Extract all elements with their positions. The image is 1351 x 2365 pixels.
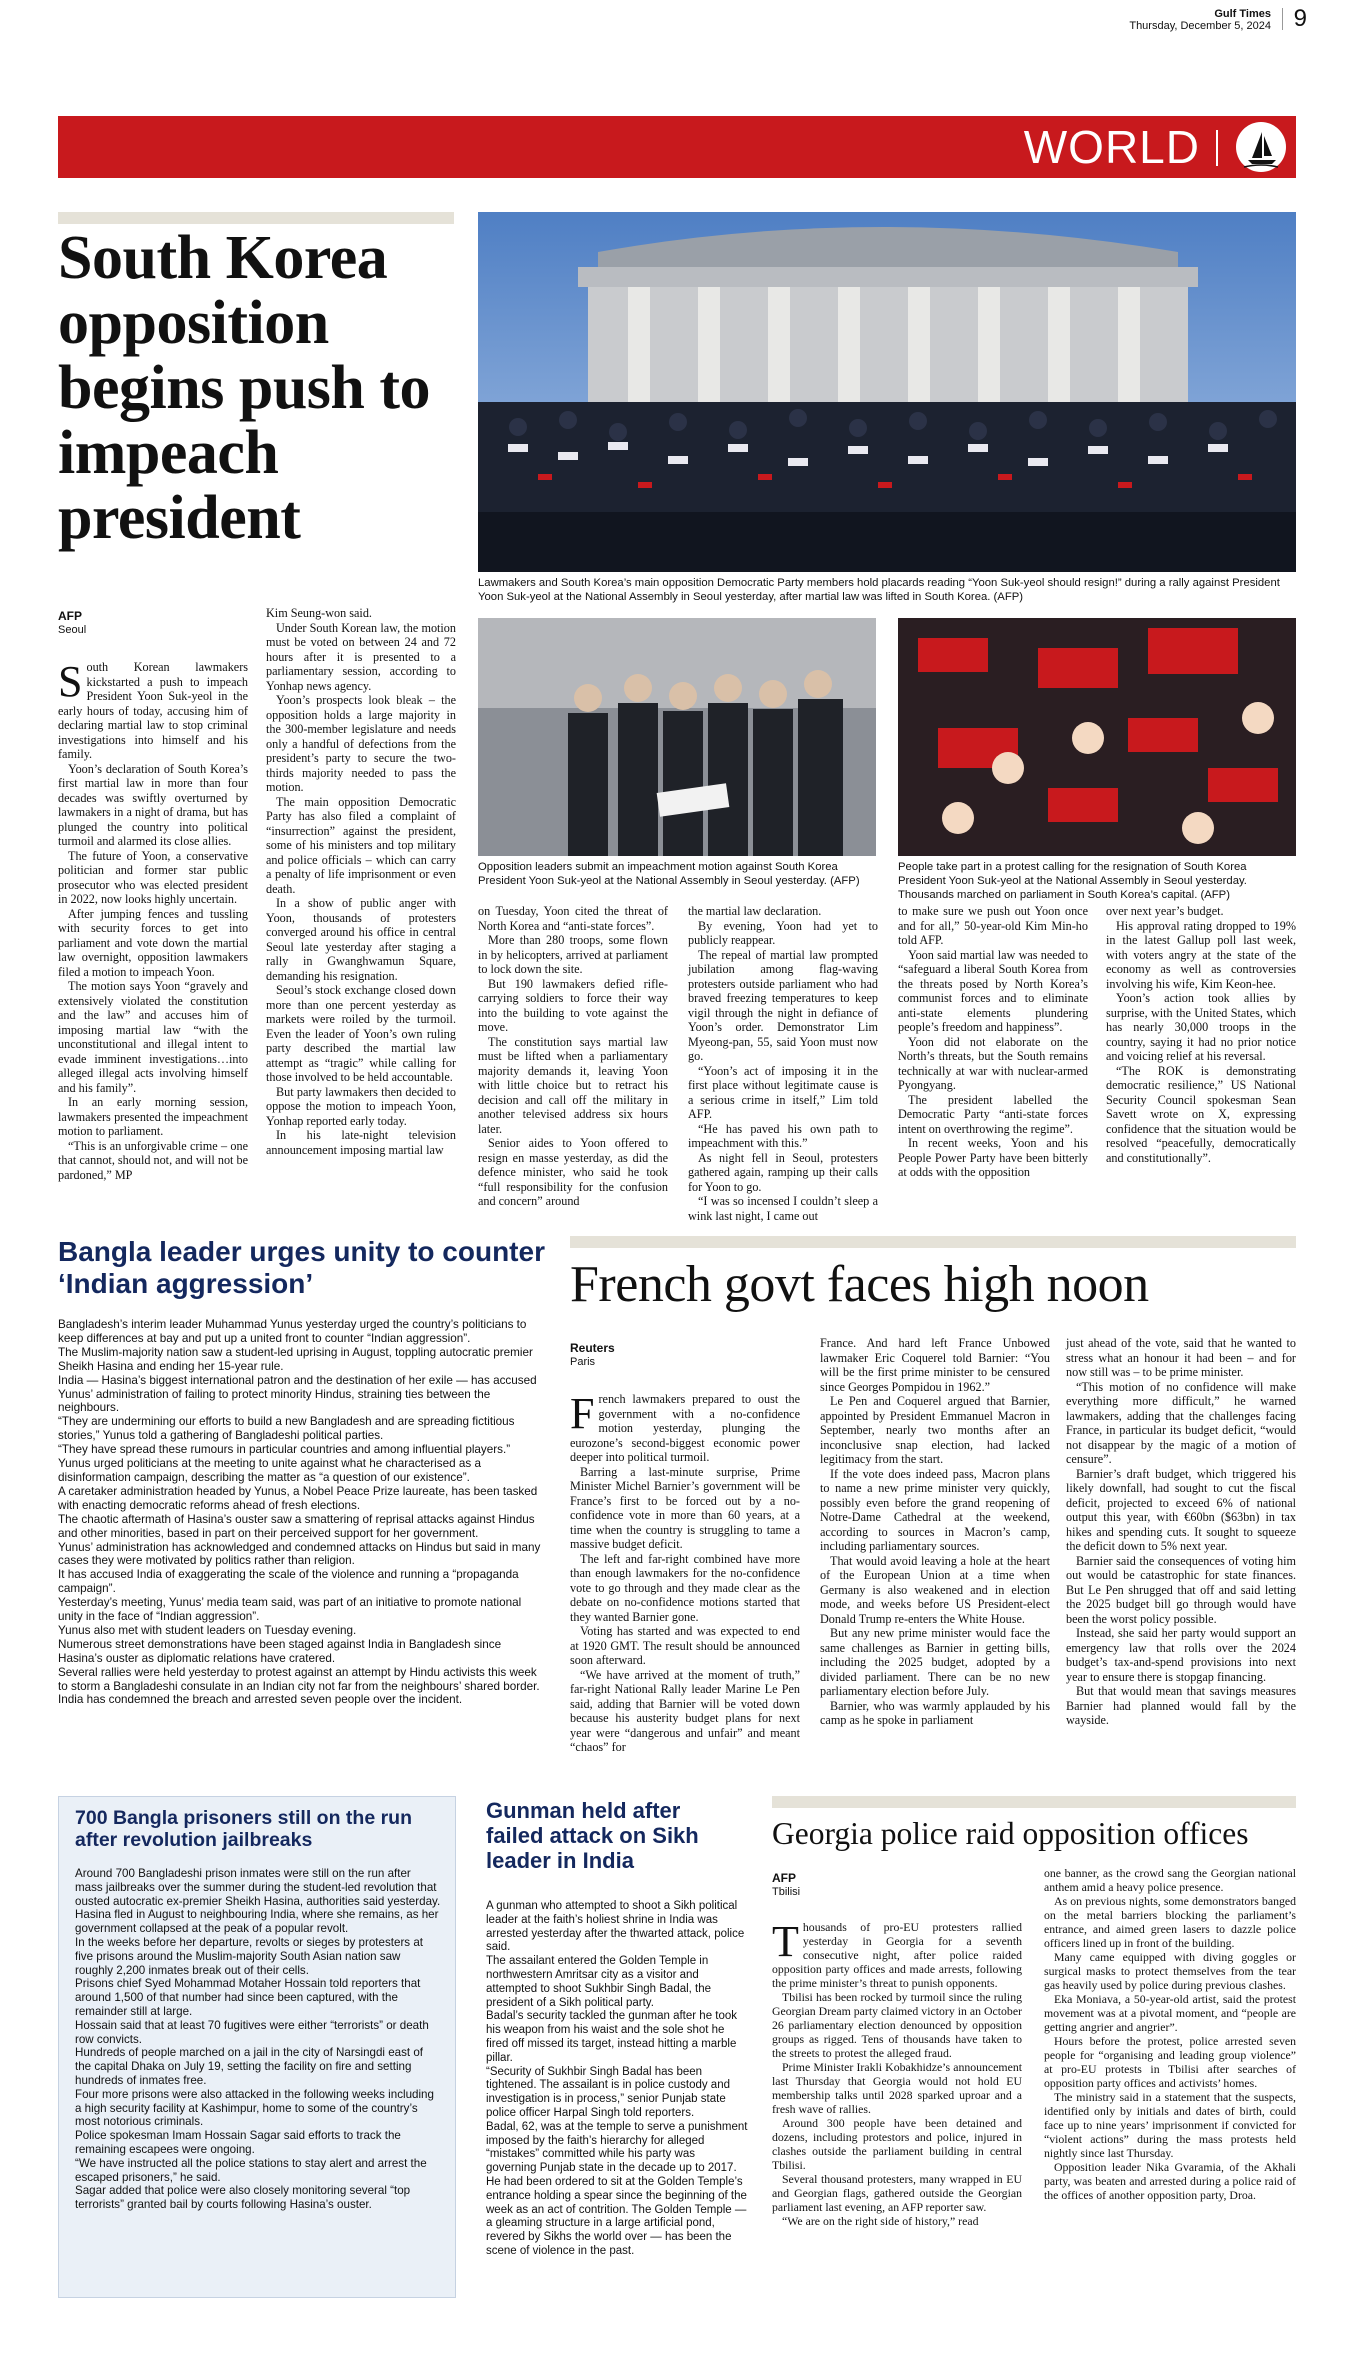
paragraph: “This is an unforgivable crime – one that cannot, should not, and will not be pardoned,” MP	[58, 1138, 248, 1182]
paragraph: “Yoon’s act of imposing it in the first place without legitimate cause is a serious crime in itself,” Lim told AFP.	[688, 1063, 878, 1121]
dateline: Tbilisi	[772, 1886, 801, 1898]
gunman-headline: Gunman held after failed attack on Sikh leader in India	[486, 1798, 699, 1873]
paragraph: “He has paved his own path to impeachment with this.”	[688, 1121, 878, 1150]
prisoners-body	[75, 1867, 441, 2212]
paragraph: In his late-night television announcement imposing martial law	[266, 1128, 456, 1157]
masthead	[1129, 8, 1271, 33]
page-number: 9	[1293, 5, 1307, 32]
paragraph: Seoul’s stock exchange closed down more than one percent yesterday as markets were roiled by the turmoil. Even the leader of Yoon’s own ruling party described the martial law attempt as “tragic” while calling for those involved to be held accountable.	[266, 983, 456, 1084]
paragraph: “I was so incensed I couldn’t sleep a wink last night, I came out	[688, 1194, 878, 1223]
prisoners-box	[58, 1796, 456, 2298]
agency: AFP	[58, 609, 82, 623]
paragraph: Yoon’s action took allies by surprise, with the United States, which has nearly 30,000 troops in the country, saying it had no prior notice and voicing relief at his reversal.	[1106, 991, 1296, 1063]
bangla-body	[58, 1318, 546, 1707]
paragraph: to make sure we push out Yoon once and for all,” 50-year-old Kim Min-ho told AFP.	[898, 904, 1088, 947]
paragraph: Sagar added that police were also closely monitoring several “top terrorists” granted bail by courts following Hasina’s ouster.	[75, 2184, 411, 2212]
paragraph: The Muslim-majority nation saw a student-led uprising in August, toppling autocratic premier Sheikh Hasina and ending her 15-year rule.	[58, 1345, 533, 1373]
divider	[570, 1236, 1296, 1248]
paragraph: In an early morning session, lawmakers presented the impeachment motion to parliament.	[58, 1095, 248, 1138]
paragraph: Badal’s security tackled the gunman after he took his weapon from his waist and the sole shot he fired off missed its target, instead hitting a marble pillar.	[486, 2010, 738, 2064]
agency: Reuters	[570, 1341, 615, 1355]
paragraph: The repeal of martial law prompted jubilation among flag-waving protesters outside parliament who had braved freezing temperatures to keep vigil through the night in defiance of Yoon’s order. Demonstrator Lim Myeong-pan, 55, said Yoon must now go.	[688, 947, 878, 1063]
paragraph: Prisons chief Syed Mohammad Motaher Hossain told reporters that around 1,500 of that number had since been captured, with the remainder still at large.	[75, 1977, 421, 2018]
paragraph: It has accused India of exaggerating the scale of the violence and running a “propaganda campaign”.	[58, 1568, 519, 1596]
dropcap: S	[58, 657, 83, 706]
paragraph: But any new prime minister would face the same challenges as Barnier in getting bills, including the 2025 budget, adopted by a divided parliament. There can be no new parliamentary election before July.	[820, 1626, 1050, 1698]
paragraph: Barnier’s draft budget, which triggered his likely downfall, had sought to cut the fiscal deficit, projected to exceed 6% of national output this year, with €60bn ($63bn) in tax hikes and spending cuts. It sought to squeeze the deficit down to 5% next year.	[1066, 1466, 1296, 1553]
korea-photo-right	[898, 618, 1296, 856]
paragraph: Opposition leader Nika Gvaramia, of the Akhali party, was beaten and arrested during a police raid of the offices of another opposition party, Droa.	[1044, 2160, 1296, 2202]
paragraph: Kim Seung-won said.	[266, 606, 372, 620]
paragraph: By evening, Yoon had yet to publicly reappear.	[688, 918, 878, 947]
dropcap: F	[570, 1389, 595, 1438]
issue-date: Thursday, December 5, 2024	[1129, 20, 1271, 32]
paragraph: “They are undermining our efforts to build a new Bangladesh and are spreading fictitious stories,” Yunus told a gathering of Bangladeshi political parties.	[58, 1415, 515, 1443]
korea-column-5	[898, 904, 1088, 1180]
paragraph: Four more prisons were also attacked in the following weeks including a high security facility at Kashimpur, home to some of the country’s most notorious criminals.	[75, 2087, 434, 2129]
paragraph: But that would mean that savings measures Barnier had planned would fall by the wayside.	[1066, 1684, 1296, 1727]
section-banner	[58, 116, 1296, 178]
paragraph: France. And hard left France Unbowed lawmaker Eric Coquerel told Barnier: “You will be the first prime minister to be censured since Georges Pompidou in 1962.”	[820, 1336, 1050, 1394]
paragraph: The assailant entered the Golden Temple in northwestern Amritsar city as a visitor and attempted to shoot Sukhbir Singh Badal, the president of a Sikh political party.	[486, 1955, 712, 2009]
paragraph: Senior aides to Yoon offered to resign en masse yesterday, as did the defence minister, who said he took “full responsibility for the confusion and concern” around	[478, 1136, 668, 1208]
paragraph: “The ROK is demonstrating democratic resilience,” US National Security Council spokesman Sean Savett wrote on X, expressing confidence that the situation would be resolved “peacefully, democratically and constitutionally”.	[1106, 1063, 1296, 1165]
paragraph: Bangladesh’s interim leader Muhammad Yunus yesterday urged the country’s politicians to keep differences at bay and put up a united front to counter “Indian aggression”.	[58, 1318, 527, 1345]
paragraph: on Tuesday, Yoon cited the threat of North Korea and “anti-state forces”.	[478, 904, 668, 933]
paragraph: “We have instructed all the police stations to stay alert and arrest the escaped prisoners,” he said.	[75, 2156, 427, 2184]
korea-headline: South Korea opposition begins push to impeach president	[58, 224, 431, 552]
paragraph: Numerous street demonstrations have been staged against India in Bangladesh since Hasina’s ouster as diplomatic relations have cratered.	[58, 1637, 502, 1665]
prisoners-headline: 700 Bangla prisoners still on the run after revolution jailbreaks	[75, 1807, 412, 1851]
paragraph: Yoon’s prospects look bleak – the opposition holds a large majority in the 300-member legislature and needs only a handful of defections from the president’s party to secure the two-thirds majority needed to pass the motion.	[266, 693, 456, 794]
paragraph: “Security of Sukhbir Singh Badal has been tightened. The assailant is in police custody and investigation is in process,” senior Punjab state police officer Harpal Singh told reporters.	[486, 2065, 730, 2119]
paragraph: Yoon said martial law was needed to “safeguard a liberal South Korea from the threats posed by North Korea’s communist forces and to eliminate anti-state elements plundering people’s freedom and happiness”.	[898, 947, 1088, 1034]
section-title: WORLD	[1023, 121, 1200, 173]
dropcap: T	[772, 1917, 799, 1966]
paragraph: India — Hasina’s biggest international patron and the destination of her exile — has accused Yunus’ administration of failing to protect minority Hindus, straining ties between the neighbours.	[58, 1373, 537, 1415]
paragraph: Hossain said that at least 70 fugitives were either “terrorists” or death row convicts.	[75, 2018, 429, 2046]
french-column-3	[1066, 1336, 1296, 1728]
french-byline	[570, 1342, 800, 1369]
divider	[772, 1796, 1296, 1808]
paragraph: If the vote does indeed pass, Macron plans to name a new prime minister very quickly, possibly even before the grand reopening of Notre-Dame Cathedral at the weekend, according to sources in Macron’s camp, including parliamentary sources.	[820, 1466, 1050, 1553]
paragraph: The ministry said in a statement that the suspects, identified only by initials and dates of birth, could face up to nine years’ imprisonment if convicted for “violent actions” during the mass protests held nightly since last Thursday.	[1044, 2090, 1296, 2160]
paragraph: Instead, she said her party would support an emergency law that rolls over the 2024 budget’s tax-and-spend provisions into next year to ensure there is stopgap financing.	[1066, 1626, 1296, 1684]
paragraph: housands of pro-EU protesters rallied yesterday in Georgia for a seventh consecutive night, after police raided opposition party offices and made arrests, following the prime minister’s threat to punish opponents.	[772, 1920, 1022, 1990]
paragraph: As night fell in Seoul, protesters gathered again, ramping up their calls for Yoon to go.	[688, 1150, 878, 1194]
georgia-headline: Georgia police raid opposition offices	[772, 1816, 1249, 1851]
paragraph: Hours before the protest, police arrested seven people for “organising and leading group violence” at pro-EU protests in Tbilisi after searches of opposition party offices and activists’ homes.	[1044, 2034, 1296, 2090]
paragraph: But 190 lawmakers defied rifle-carrying soldiers to force their way into the building to vote against the move.	[478, 976, 668, 1034]
korea-column-6	[1106, 904, 1296, 1165]
french-column-1	[570, 1389, 800, 1755]
dateline: Paris	[570, 1356, 596, 1368]
paragraph: The chaotic aftermath of Hasina’s ouster saw a smattering of reprisal attacks against Hindus and other minorities, based in part on their perceived support for her government.	[58, 1512, 535, 1540]
korea-column-4	[688, 904, 878, 1223]
paragraph: Under South Korean law, the motion must be voted on between 24 and 72 hours after it is presented to a parliamentary session, according to Yonhap news agency.	[266, 620, 456, 693]
paragraph: In a show of public anger with Yoon, thousands of protesters converged around his office in central Seoul late yesterday after staging a rally in Gwanghwamun Square, demanding his resignation.	[266, 896, 456, 983]
paragraph: The motion says Yoon “gravely and extensively violated the constitution and the law” and accuses him of imposing martial law “with the unconstitutional and illegal intent to evade imminent investigations…into alleged illegal acts involving himself and his family”.	[58, 979, 248, 1095]
paragraph: In the weeks before her departure, revolts or sieges by protesters at five prisons around the Muslim-majority South Asian nation saw roughly 2,200 inmates break out of their cells.	[75, 1935, 423, 1977]
korea-left-caption: Opposition leaders submit an impeachment motion against South Korea President Yoon Suk-yeol at the National Assembly in Seoul yesterday. (AFP)	[478, 861, 860, 887]
paragraph: over next year’s budget.	[1106, 904, 1224, 918]
paragraph: Around 300 people have been detained and dozens, including protestors and police, injured in clashes outside the parliament building in central Tbilisi.	[772, 2116, 1022, 2172]
paragraph: Around 700 Bangladeshi prison inmates were still on the run after mass jailbreaks over the summer during the student-led revolution that ousted autocratic ex-premier Sheikh Hasina, authorities said yesterday.	[75, 1867, 441, 1908]
korea-byline	[58, 610, 248, 637]
paragraph: In recent weeks, Yoon and his People Power Party have been bitterly at odds with the opposition	[898, 1136, 1088, 1179]
paragraph: Le Pen and Coquerel argued that Barnier, appointed by President Emmanuel Macron in September, nearly two months after an inconclusive snap election, had lacked legitimacy from the start.	[820, 1394, 1050, 1466]
georgia-column-2	[1044, 1866, 1296, 2202]
paragraph: Yunus also met with student leaders on Tuesday evening.	[58, 1623, 357, 1637]
paragraph: “We are on the right side of history,” read	[782, 2214, 979, 2228]
paragraph: Several rallies were held yesterday to protest against an attempt by Hindu activists this week to storm a Bangladeshi consulate in an Indian city not far from the neighbours’ shared border.	[58, 1665, 540, 1693]
paragraph: Yoon did not elaborate on the North’s threats, but the South remains technically at war with nuclear-armed Pyongyang.	[898, 1034, 1088, 1092]
french-column-2	[820, 1336, 1050, 1728]
paragraph: outh Korean lawmakers kickstarted a push to impeach President Yoon Suk-yeol in the early hours of today, accusing him of declaring martial law to stop criminal investigations into himself and his family.	[58, 660, 248, 761]
paragraph: Police spokesman Imam Hossain Sagar said efforts to track the remaining escapees were ongoing.	[75, 2129, 401, 2156]
paragraph: The president labelled the Democratic Party “anti-state forces intent on overthrowing the regime”.	[898, 1092, 1088, 1136]
agency: AFP	[772, 1871, 796, 1885]
paragraph: Barnier, who was warmly applauded by his camp as he spoke in parliament	[820, 1698, 1050, 1727]
paragraph: rench lawmakers prepared to oust the government with a no-confidence motion yesterday, plunging the eurozone’s second-biggest economic power deeper into political turmoil.	[570, 1392, 800, 1464]
paragraph: Barnier said the consequences of voting him out would be catastrophic for state finances. But Le Pen shrugged that off and said letting the 2025 budget bill go through would have been the worst policy possible.	[1066, 1553, 1296, 1626]
paragraph: Eka Moniava, a 50-year-old artist, said the protest movement was at a pivotal moment, and “people are getting angrier and angrier”.	[1044, 1992, 1296, 2034]
paragraph: Yunus urged politicians at the meeting to unite against what he characterised as a disinformation campaign, describing the matter as “a question of our existence”.	[58, 1457, 481, 1484]
korea-photo-left	[478, 618, 876, 856]
paragraph: Prime Minister Irakli Kobakhidze’s announcement last Thursday that Georgia would not hold EU membership talks until 2028 sparked uproar and a fresh wave of rallies.	[772, 2060, 1022, 2116]
paragraph: His approval rating dropped to 19% in the latest Gallup poll last week, with voters angry at the state of the economy as well as controversies involving his wife, Kim Keon-hee.	[1106, 918, 1296, 991]
paragraph: the martial law declaration.	[688, 904, 822, 918]
paragraph: India has condemned the breach and arrested seven people over the incident.	[58, 1693, 463, 1707]
korea-main-photo	[478, 212, 1296, 572]
paragraph: just ahead of the vote, said that he wanted to stress what an honour it had been – and for now still was – to be prime minister.	[1066, 1336, 1296, 1379]
divider	[58, 212, 454, 224]
paragraph: A gunman who attempted to shoot a Sikh political leader at the faith’s holiest shrine in India was arrested yesterday after the thwarted attack, police said.	[486, 1900, 745, 1954]
gunman-body	[486, 1900, 748, 2259]
paragraph: The constitution says martial law must be lifted when a parliamentary majority demands it, leaving Yoon with little choice but to retract his decision and call off the military in another televised address six hours later.	[478, 1034, 668, 1136]
french-headline: French govt faces high noon	[570, 1256, 1149, 1313]
bangla-headline: Bangla leader urges unity to counter ‘Indian aggression’	[58, 1236, 545, 1299]
paragraph: Tbilisi has been rocked by turmoil since the ruling Georgian Dream party claimed victory in an October 26 parliamentary election denounced by opposition groups as rigged. Tens of thousands have taken to the streets to protest the alleged fraud.	[772, 1990, 1022, 2060]
paragraph: That would avoid leaving a hole at the heart of the European Union at a time when Germany is also weakened and in election mode, and weeks before US President-elect Donald Trump re-enters the White House.	[820, 1553, 1050, 1626]
sailboat-logo-icon	[1236, 122, 1286, 172]
paragraph: “This motion of no confidence will make everything more difficult,” he warned lawmakers, adding that the challenges facing France, in particular its budget deficit, “would not disappear by the magic of a motion of censure”.	[1066, 1379, 1296, 1466]
paragraph: The left and far-right combined have more than enough lawmakers for the no-confidence vote to go through and they made clear as the debate on no-confidence motions started that they wanted Barnier gone.	[570, 1551, 800, 1624]
paragraph: Several thousand protesters, many wrapped in EU and Georgian flags, gathered outside the Georgian parliament last evening, an AFP reporter saw.	[772, 2172, 1022, 2214]
paragraph: Yoon’s declaration of South Korea’s first martial law in more than four decades was swiftly overturned by lawmakers in a night of drama, but has plunged the country into political turmoil and alarmed its close allies.	[58, 761, 248, 848]
paragraph: Yesterday’s meeting, Yunus’ media team said, was part of an initiative to promote national unity in the face of “Indian aggression”.	[58, 1596, 522, 1624]
georgia-column-1	[772, 1917, 1022, 2228]
paragraph: Voting has started and was expected to end at 1920 GMT. The result should be announced soon afterward.	[570, 1624, 800, 1667]
paragraph: “They have spread these rumours in particular countries and among influential players.”	[58, 1443, 511, 1457]
korea-main-caption: Lawmakers and South Korea’s main opposition Democratic Party members hold placards reading “Yoon Suk-yeol should resign!” during a rally against President Yoon Suk-yeol at the National Assembly in Seoul yesterday, after martial law was lifted in South Korea. (AFP)	[478, 577, 1280, 603]
paragraph: But party lawmakers then decided to oppose the motion to impeach Yoon, Yonhap reported early today.	[266, 1084, 456, 1128]
paragraph: one banner, as the crowd sang the Georgian national anthem amid a heavy police presence.	[1044, 1866, 1296, 1894]
paragraph: “We have arrived at the moment of truth,” far-right National Rally leader Marine Le Pen said, adding that Barnier will be voted down because his austerity budget plans for next year were “dangerous and unfair” and meant “chaos” for	[570, 1667, 800, 1754]
paragraph: The main opposition Democratic Party has also filed a complaint of “insurrection” against the president, some of his ministers and top military and police officials – which can carry a penalty of life imprisonment or even death.	[266, 794, 456, 896]
paragraph: More than 280 troops, some flown in by helicopters, arrived at parliament to lock down the site.	[478, 933, 668, 976]
paragraph: Many came equipped with diving goggles or surgical masks to protect themselves from the tear gas heavily used by police during previous clashes.	[1044, 1950, 1296, 1992]
paragraph: Hasina fled in August to neighbouring India, where she remains, as her government collapsed at the peak of a popular revolt.	[75, 1908, 439, 1936]
korea-column-2	[266, 606, 456, 1157]
paragraph: A caretaker administration headed by Yunus, a Nobel Peace Prize laureate, has been tasked with enacting democratic reforms ahead of fresh elections.	[58, 1484, 538, 1512]
paragraph: Hundreds of people marched on a jail in the city of Narsingdi east of the capital Dhaka on July 19, setting the facility on fire and setting hundreds of inmates free.	[75, 2046, 424, 2087]
korea-column-3	[478, 904, 668, 1209]
korea-column-1	[58, 657, 248, 1182]
korea-right-caption: People take part in a protest calling for the resignation of South Korea President Yoon Suk-yeol at the National Assembly in Seoul yesterday. Thousands marched on parliament in South Korea’s capital. (AFP)	[898, 861, 1247, 901]
paragraph: After jumping fences and tussling with security forces to get into parliament and vote down the martial law overnight, opposition lawmakers filed a motion to impeach Yoon.	[58, 906, 248, 979]
paragraph: Barring a last-minute surprise, Prime Minister Michel Barnier’s government will be France’s first to be forced out by a no-confidence vote in more than 60 years, at a time when the country is struggling to tame a massive budget deficit.	[570, 1464, 800, 1551]
dateline: Seoul	[58, 624, 87, 636]
paper-name: Gulf Times	[1214, 8, 1271, 20]
paragraph: The future of Yoon, a conservative politician and former star public prosecutor who was elected president in 2022, now looks highly uncertain.	[58, 848, 248, 906]
paragraph: As on previous nights, some demonstrators banged on the metal barriers blocking the parliament’s entrance, and aimed green lasers to dazzle police officers lined up in front of the building.	[1044, 1894, 1296, 1950]
georgia-byline	[772, 1872, 1022, 1899]
paragraph: Badal, 62, was at the temple to serve a punishment imposed by the faith’s hierarchy for alleged “mistakes” committed while his party was governing Punjab state in the decade up to 2017. He had been ordered to sit at the Golden Temple’s entrance holding a spear since the beginning of the week as an act of contrition. The Golden Temple — a gleaming structure in a large artificial pond, revered by Sikhs the world over — has been the scene of violence in the past.	[486, 2120, 748, 2257]
paragraph: Yunus’ administration has acknowledged and condemned attacks on Hindus but said in many cases they were motivated by politics rather than religion.	[58, 1540, 541, 1568]
divider	[1282, 8, 1283, 30]
divider	[1216, 130, 1218, 166]
